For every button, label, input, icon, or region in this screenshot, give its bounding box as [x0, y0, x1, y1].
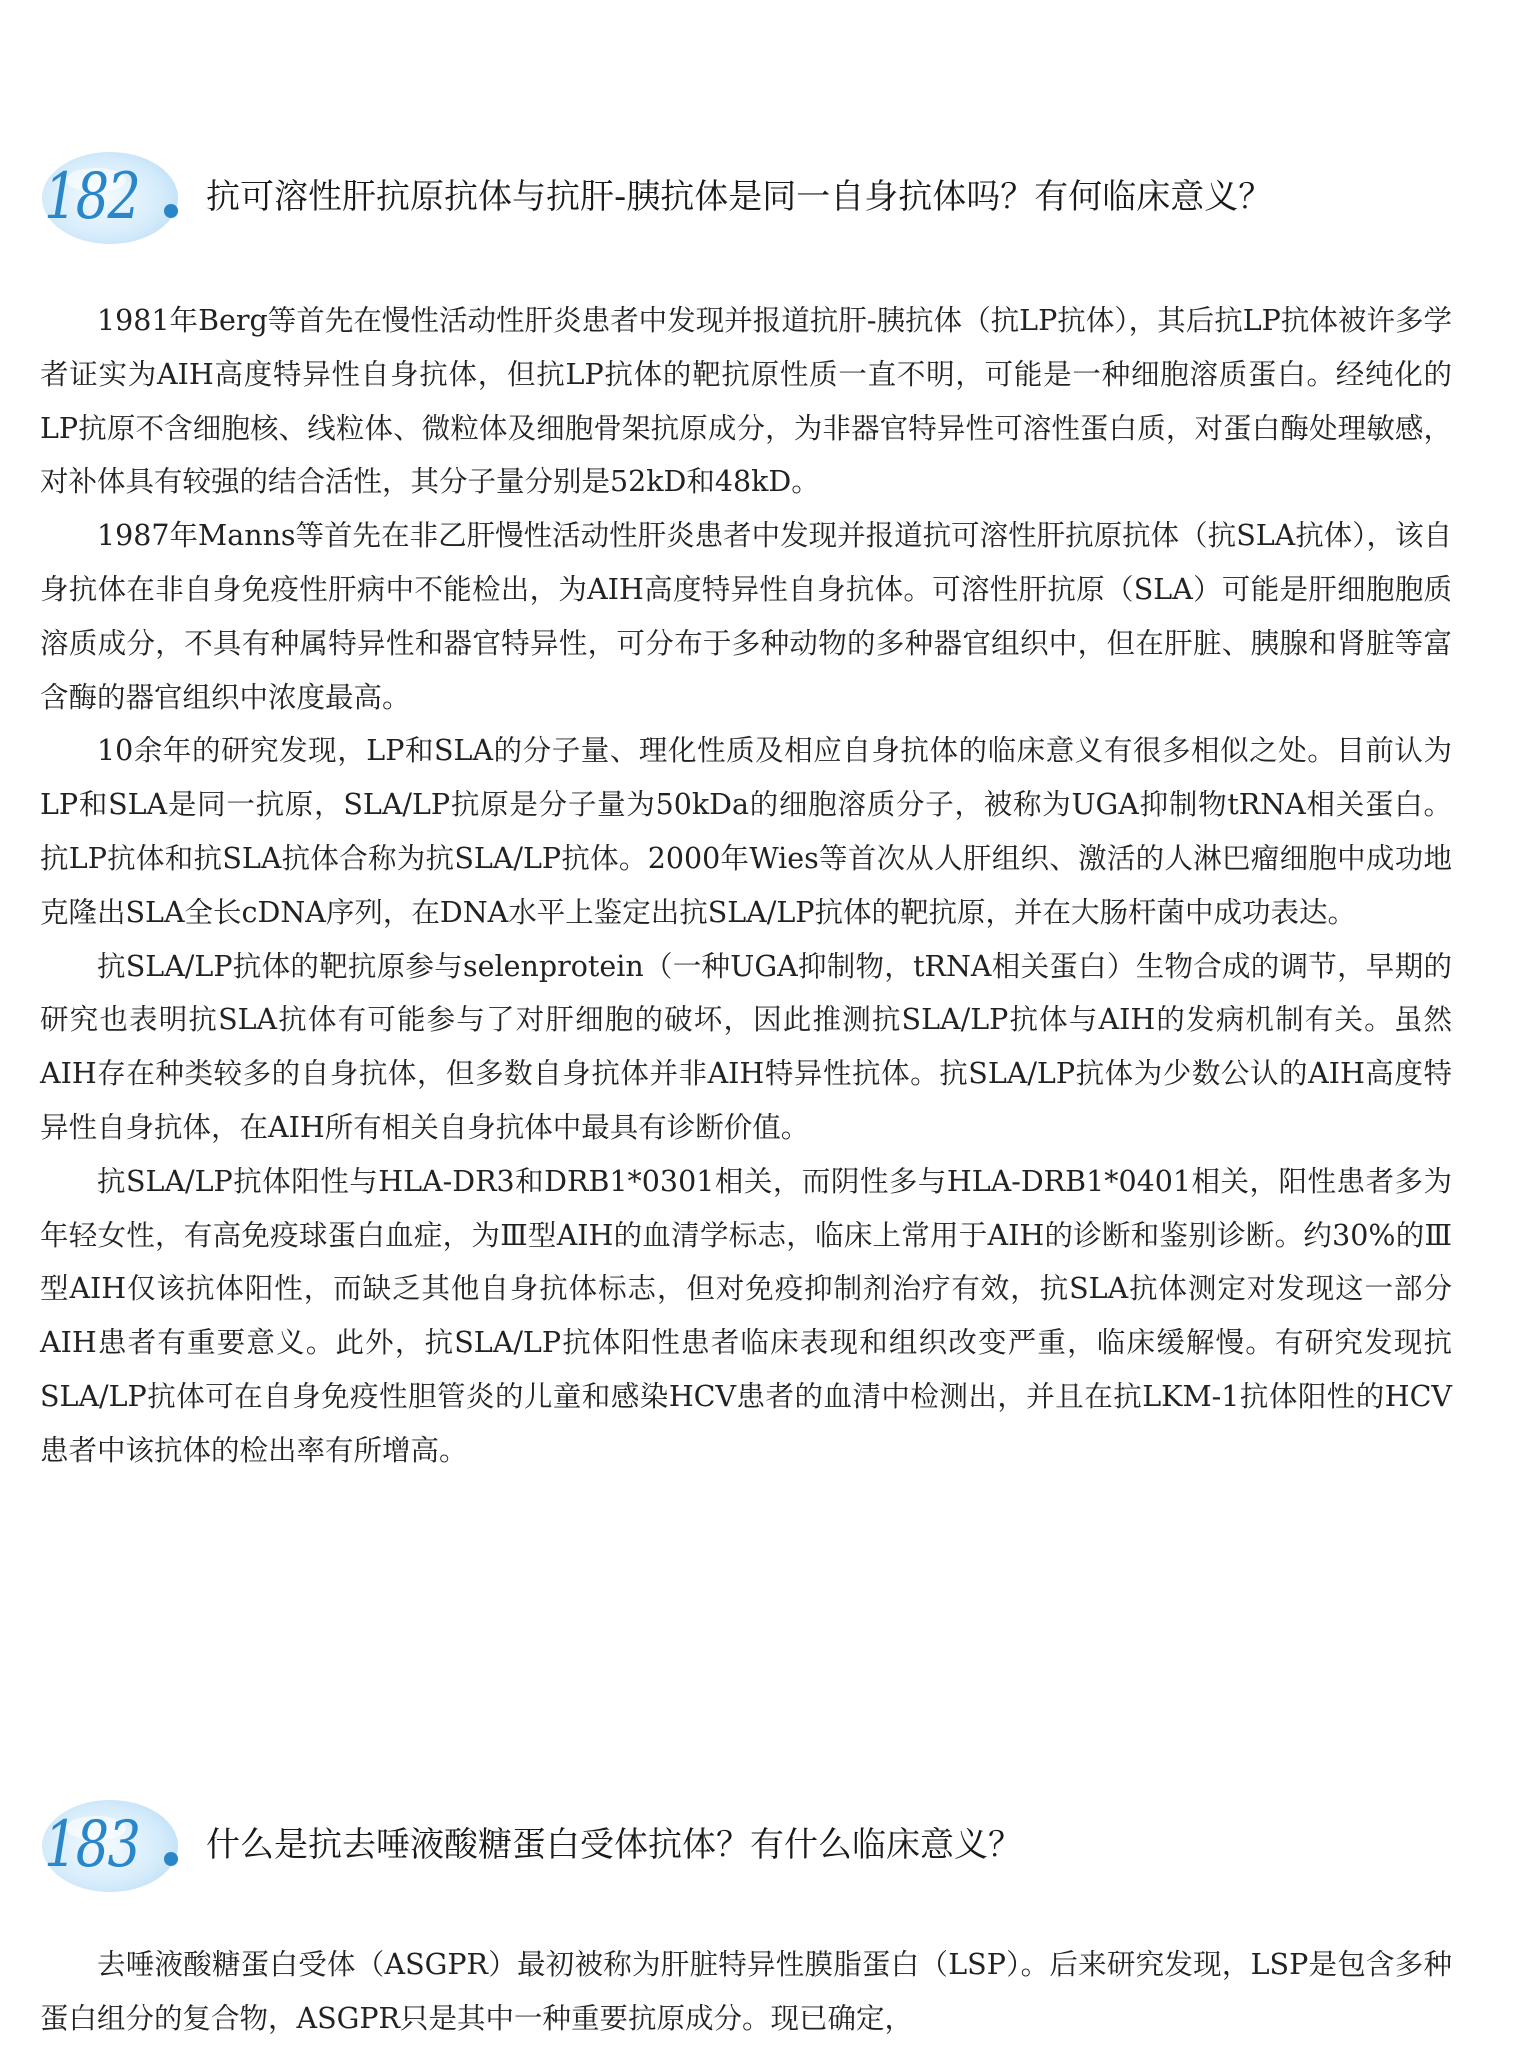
section-number: 183 [44, 1808, 140, 1882]
section-title: 什么是抗去唾液酸糖蛋白受体抗体？有什么临床意义？ [206, 1825, 1022, 1865]
section-number-dot [164, 1852, 178, 1866]
paragraph: 去唾液酸糖蛋白受体（ASGPR）最初被称为肝脏特异性膜脂蛋白（LSP）。后来研究发现，LSP是包含多种蛋白组分的复合物，ASGPR只是其中一种重要抗原成分。现已确定， [40, 1948, 1452, 2035]
section-number-badge [38, 140, 198, 250]
section-number-badge [38, 1788, 198, 1898]
paragraph: 抗SLA/LP抗体阳性与HLA-DR3和DRB1*0301相关，而阴性多与HLA-DRB1*0401相关，阳性患者多为年轻女性，有高免疫球蛋白血症，为Ⅲ型AIH的血清学标志，临床上常用于AIH的诊断和鉴别诊断。约30%的Ⅲ型AIH仅该抗体阳性，而缺乏其他自身抗体标志，但对免疫抑制剂治疗有效，抗SLA抗体测定对发现这一部分AIH患者有重要意义。此外，抗SLA/LP抗体阳性患者临床表现和组织改变严重，临床缓解慢。有研究发现抗SLA/LP抗体可在自身免疫性胆管炎的儿童和感染HCV患者的血清中检测出，并且在抗LKM-1抗体阳性的HCV患者中该抗体的检出率有所增高。 [40, 1164, 1452, 1467]
section-183-heading [38, 1788, 1498, 1908]
section-183-body [40, 1938, 1452, 2046]
section-182-heading [38, 140, 1498, 260]
paragraph: 抗SLA/LP抗体的靶抗原参与selenprotein（一种UGA抑制物，tRNA相关蛋白）生物合成的调节，早期的研究也表明抗SLA抗体有可能参与了对肝细胞的破坏，因此推测抗SLA/LP抗体与AIH的发病机制有关。虽然AIH存在种类较多的自身抗体，但多数自身抗体并非AIH特异性抗体。抗SLA/LP抗体为少数公认的AIH高度特异性自身抗体，在AIH所有相关自身抗体中最具有诊断价值。 [40, 949, 1452, 1144]
section-182-body [40, 294, 1452, 1478]
section-title: 抗可溶性肝抗原抗体与抗肝-胰抗体是同一自身抗体吗？有何临床意义？ [206, 177, 1273, 217]
paragraph: 10余年的研究发现，LP和SLA的分子量、理化性质及相应自身抗体的临床意义有很多相似之处。目前认为LP和SLA是同一抗原，SLA/LP抗原是分子量为50kDa的细胞溶质分子，被称为UGA抑制物tRNA相关蛋白。抗LP抗体和抗SLA抗体合称为抗SLA/LP抗体。2000年Wies等首次从人肝组织、激活的人淋巴瘤细胞中成功地克隆出SLA全长cDNA序列，在DNA水平上鉴定出抗SLA/LP抗体的靶抗原，并在大肠杆菌中成功表达。 [40, 734, 1452, 929]
paragraph: 1981年Berg等首先在慢性活动性肝炎患者中发现并报道抗肝-胰抗体（抗LP抗体），其后抗LP抗体被许多学者证实为AIH高度特异性自身抗体，但抗LP抗体的靶抗原性质一直不明，可能是一种细胞溶质蛋白。经纯化的LP抗原不含细胞核、线粒体、微粒体及细胞骨架抗原成分，为非器官特异性可溶性蛋白质，对蛋白酶处理敏感，对补体具有较强的结合活性，其分子量分别是52kD和48kD。 [40, 304, 1452, 499]
section-number-dot [164, 204, 178, 218]
section-number: 182 [44, 160, 140, 234]
paragraph: 1987年Manns等首先在非乙肝慢性活动性肝炎患者中发现并报道抗可溶性肝抗原抗体（抗SLA抗体），该自身抗体在非自身免疫性肝病中不能检出，为AIH高度特异性自身抗体。可溶性肝抗原（SLA）可能是肝细胞胞质溶质成分，不具有种属特异性和器官特异性，可分布于多种动物的多种器官组织中，但在肝脏、胰腺和肾脏等富含酶的器官组织中浓度最高。 [40, 519, 1452, 714]
